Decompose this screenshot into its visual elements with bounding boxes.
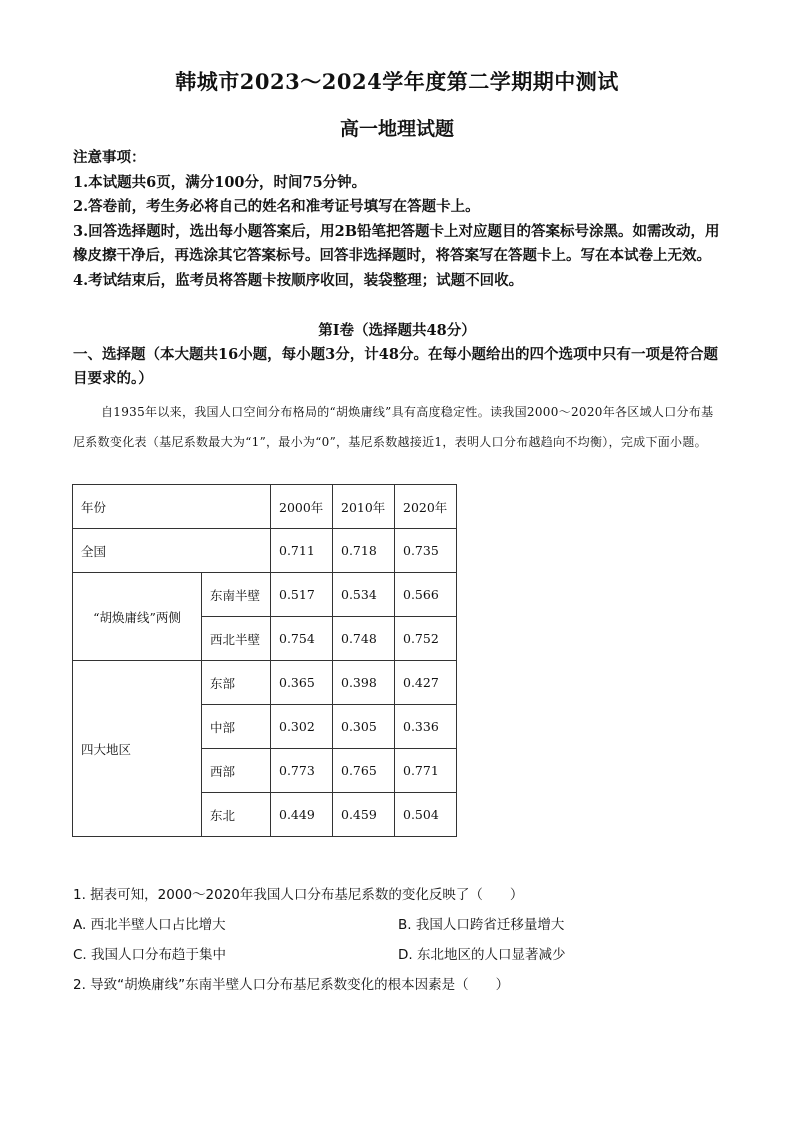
table-cell: 0.336 xyxy=(395,705,457,749)
section-heading: 一、选择题（本大题共16小题，每小题3分，计48分。在每小题给出的四个选项中只有一项是符合题目要求的。） xyxy=(73,346,718,387)
table-row xyxy=(73,529,457,573)
option-c[interactable]: C. 我国人口分布趋于集中 xyxy=(73,947,227,963)
table-header-cell: 2000年 xyxy=(271,485,333,529)
table-cell: 0.711 xyxy=(271,529,333,573)
table-cell-label: 全国 xyxy=(73,529,271,573)
table-cell: 0.365 xyxy=(271,661,333,705)
table-cell: 0.517 xyxy=(271,573,333,617)
gini-table xyxy=(72,484,457,837)
table-cell: 0.302 xyxy=(271,705,333,749)
table-cell: 0.752 xyxy=(395,617,457,661)
table-header-cell: 2020年 xyxy=(395,485,457,529)
table-cell: 0.398 xyxy=(333,661,395,705)
table-cell: 0.459 xyxy=(333,793,395,837)
exam-title: 韩城市2023～2024学年度第二学期期中测试 xyxy=(175,69,619,94)
table-group-label: 四大地区 xyxy=(73,661,202,837)
notes-item: 4.考试结束后，监考员将答题卡按顺序收回，装袋整理；试题不回收。 xyxy=(73,271,524,289)
table-cell: 0.771 xyxy=(395,749,457,793)
questions-section xyxy=(73,883,723,1003)
table-cell-label: 东南半壁 xyxy=(202,573,271,617)
question-2: 2. 导致“胡焕庸线”东南半壁人口分布基尼系数变化的根本因素是（ ） xyxy=(73,977,510,993)
table-cell-label: 中部 xyxy=(202,705,271,749)
notes-section xyxy=(73,146,723,293)
option-a[interactable]: A. 西北半壁人口占比增大 xyxy=(73,917,226,933)
question-1: 1. 据表可知，2000～2020年我国人口分布基尼系数的变化反映了（ ） xyxy=(73,887,524,903)
table-cell: 0.765 xyxy=(333,749,395,793)
table-header-cell: 2010年 xyxy=(333,485,395,529)
table-cell: 0.427 xyxy=(395,661,457,705)
table-cell: 0.534 xyxy=(333,573,395,617)
table-cell: 0.754 xyxy=(271,617,333,661)
notes-item: 3.回答选择题时，选出每小题答案后，用2B铅笔把答题卡上对应题目的答案标号涂黑。如需改动，用橡皮擦干净后，再选涂其它答案标号。回答非选择题时，将答案写在答题卡上。写在本试卷上无效。 xyxy=(73,222,720,264)
table-cell: 0.735 xyxy=(395,529,457,573)
table-cell: 0.305 xyxy=(333,705,395,749)
table-cell: 0.718 xyxy=(333,529,395,573)
notes-item: 1.本试题共6页，满分100分，时间75分钟。 xyxy=(73,173,367,191)
table-cell: 0.748 xyxy=(333,617,395,661)
option-d[interactable]: D. 东北地区的人口显著减少 xyxy=(398,947,566,963)
table-row xyxy=(73,661,457,705)
exam-subtitle: 高一地理试题 xyxy=(339,118,454,140)
question-1-options-row xyxy=(73,913,723,937)
notes-heading: 注意事项： xyxy=(73,149,146,166)
table-header-cell: 年份 xyxy=(73,485,271,529)
table-cell: 0.566 xyxy=(395,573,457,617)
part-heading: 第Ⅰ卷（选择题共48分） xyxy=(318,322,476,339)
table-header-row xyxy=(73,485,457,529)
question-intro: 自1935年以来，我国人口空间分布格局的“胡焕庸线”具有高度稳定性。读我国2000～2020年各区域人口分布基尼系数变化表（基尼系数最大为“1”，最小为“0”，基尼系数越接近1，表明人口分布越趋向不均衡），完成下面小题。 xyxy=(73,405,714,449)
table-cell-label: 东部 xyxy=(202,661,271,705)
table-cell-label: 西北半壁 xyxy=(202,617,271,661)
table-row xyxy=(73,573,457,617)
table-cell: 0.504 xyxy=(395,793,457,837)
option-b[interactable]: B. 我国人口跨省迁移量增大 xyxy=(398,917,565,933)
table-cell-label: 东北 xyxy=(202,793,271,837)
table-cell: 0.773 xyxy=(271,749,333,793)
table-cell-label: 西部 xyxy=(202,749,271,793)
notes-item: 2.答卷前，考生务必将自己的姓名和准考证号填写在答题卡上。 xyxy=(73,198,480,215)
question-1-options-row xyxy=(73,943,723,967)
table-cell: 0.449 xyxy=(271,793,333,837)
table-group-label: “胡焕庸线”两侧 xyxy=(73,573,202,661)
